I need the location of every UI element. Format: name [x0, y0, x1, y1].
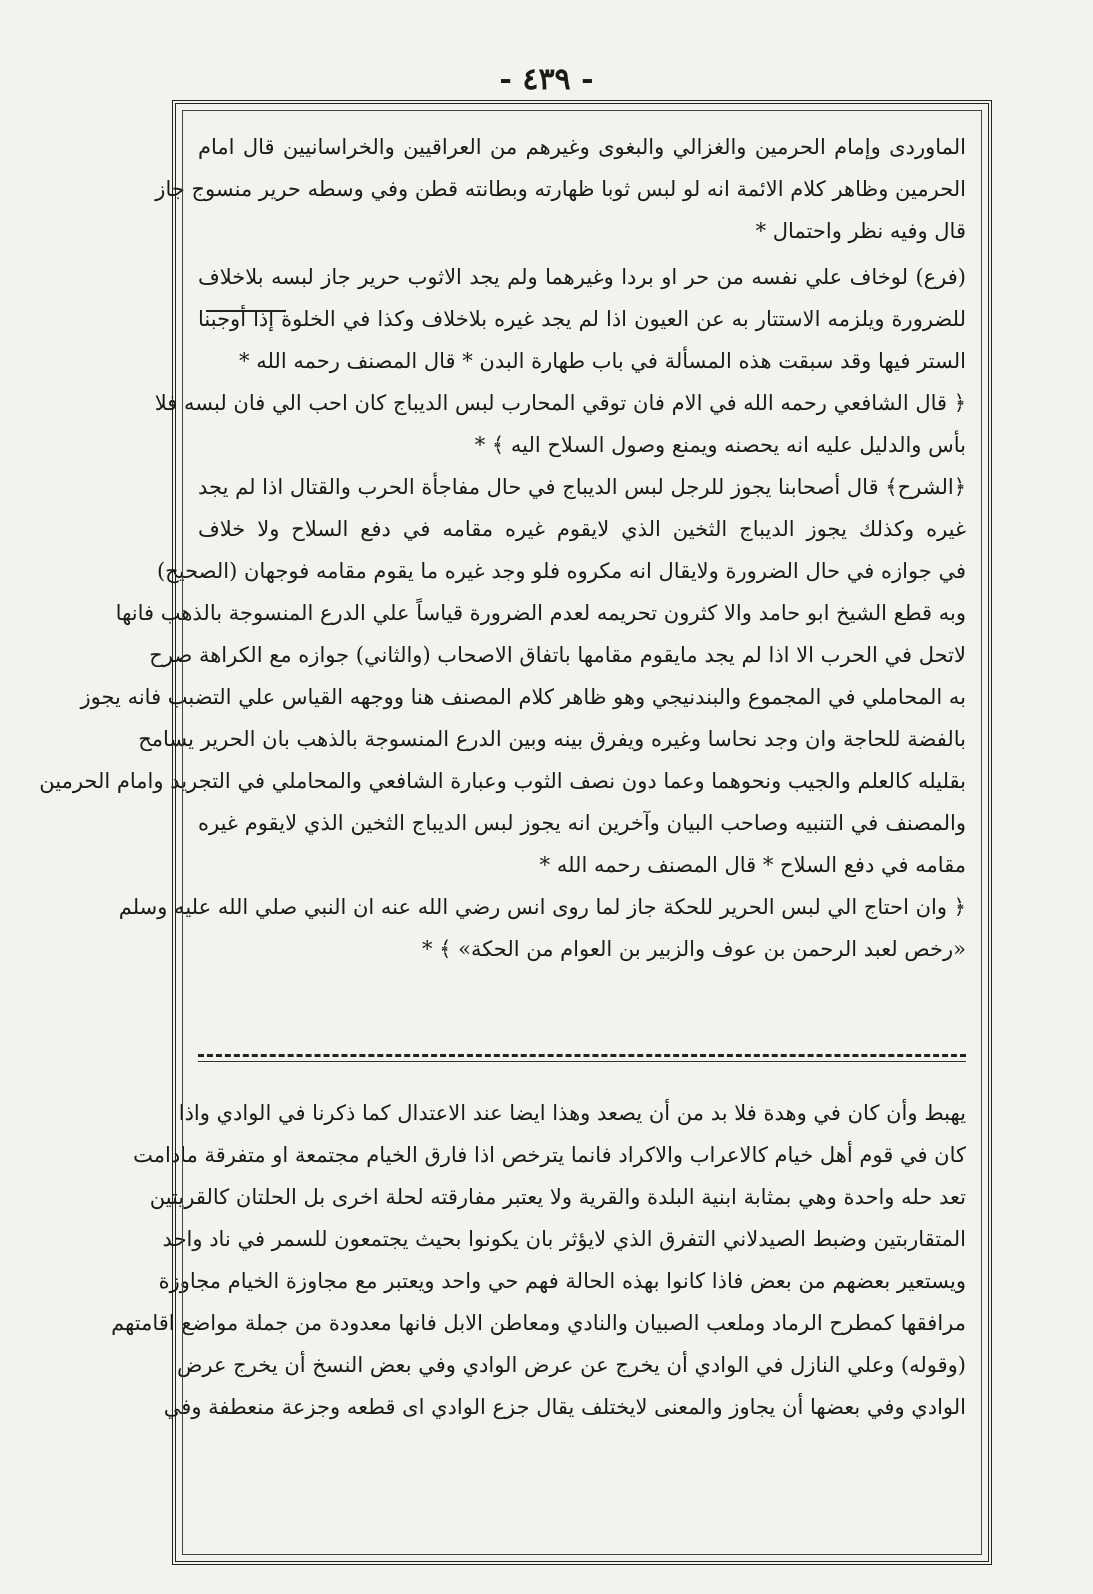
main-line: الماوردى وإمام الحرمين والغزالي والبغوى وغيرهم من العراقيين والخراسانيين قال امام	[198, 135, 966, 159]
main-line: ﴿ وان احتاج الي لبس الحرير للحكة جاز لما روى انس رضي الله عنه ان النبي صلي الله عليه وسلم	[118, 895, 966, 919]
footnote-line: يهبط وأن كان في وهدة فلا بد من أن يصعد وهذا ايضا عند الاعتدال كما ذكرنا في الوادي واذا	[178, 1101, 966, 1125]
main-line: بأس والدليل عليه انه يحصنه ويمنع وصول السلاح اليه ﴾ *	[474, 433, 966, 457]
main-line: لاتحل في الحرب الا اذا لم يجد مايقوم مقامها باتفاق الاصحاب (والثاني) جوازه مع الكراهة صرح	[149, 643, 966, 667]
footnote-text	[111, 1092, 966, 1428]
main-line: للضرورة ويلزمه الاستتار به عن العيون اذا لم يجد غيره بلاخلاف وكذا في الخلوة إذا أوجبنا	[198, 307, 966, 331]
main-line: ﴿ قال الشافعي رحمه الله في الام فان توقي المحارب لبس الديباج كان احب الي فان لبسه فلا	[154, 391, 966, 415]
main-line: «رخص لعبد الرحمن بن عوف والزبير بن العوام من الحكة» ﴾ *	[421, 937, 966, 961]
main-line: والمصنف في التنبيه وصاحب البيان وآخرين انه يجوز لبس الديباج الثخين الذي لايقوم غيره	[198, 811, 966, 835]
underline-mark	[206, 310, 286, 312]
main-line: في جوازه في حال الضرورة ولايقال انه مكروه فلو وجد غيره ما يقوم مقامه فوجهان (الصحيح)	[156, 559, 966, 583]
main-line: قال وفيه نظر واحتمال *	[755, 219, 966, 243]
main-line: الستر فيها وقد سبقت هذه المسألة في باب طهارة البدن * قال المصنف رحمه الله *	[239, 349, 966, 373]
footnote-line: ويستعير بعضهم من بعض فاذا كانوا بهذه الحالة فهم حي واحد ويعتبر مع مجاوزة الخيام مجاوزة	[158, 1269, 966, 1293]
page-number: - ٤٣٩ -	[499, 62, 594, 97]
main-line: بالفضة للحاجة وان وجد نحاسا وغيره ويفرق بينه وبين الدرع المنسوجة بالذهب بان الحرير يسامح	[138, 727, 966, 751]
main-line: غيره وكذلك يجوز الديباج الثخين الذي لايقوم غيره مقامه في دفع السلاح ولا خلاف	[198, 517, 966, 541]
footnote-line: المتقاربتين وضبط الصيدلاني التفرق الذي لايؤثر بان يكونوا بحيث يجتمعون للسمر في ناد واحد	[162, 1227, 966, 1251]
main-line: الحرمين وظاهر كلام الائمة انه لو لبس ثوبا ظهارته وبطانته قطن وفي وسطه حرير منسوج جاز	[155, 177, 966, 201]
page-frame	[39, 100, 992, 1565]
main-line: ﴿الشرح﴾ قال أصحابنا يجوز للرجل لبس الديباج في حال مفاجأة الحرب والقتال اذا لم يجد	[198, 475, 966, 499]
main-line: به المحاملي في المجموع والبندنيجي وهو ظاهر كلام المصنف هنا ووجهه القياس علي التضبب فانه يجوز	[80, 685, 966, 709]
footnote-line: تعد حله واحدة وهي بمثابة ابنية البلدة والقرية ولا يعتبر مفارقته لحلة اخرى بل الحلتان كالقريتين	[149, 1185, 966, 1209]
footnote-line: كان في قوم أهل خيام كالاعراب والاكراد فانما يترخص اذا فارق الخيام مجتمعة او متفرقة مادامت	[133, 1143, 966, 1167]
main-line: بقليله كالعلم والجيب ونحوهما وعما دون نصف الثوب وعبارة الشافعي والمحاملي في التجريد وامام الحرمين	[39, 769, 966, 793]
footnote-line: الوادي وفي بعضها أن يجاوز والمعنى لايختلف يقال جزع الوادي اى قطعه وجزعة منعطفة وفي	[163, 1395, 966, 1419]
main-line: وبه قطع الشيخ ابو حامد والا كثرون تحريمه لعدم الضرورة قياساً علي الدرع المنسوجة بالذهب فانها	[115, 601, 966, 625]
footnote-line: (وقوله) وعلي النازل في الوادي أن يخرج عن عرض الوادي وفي بعض النسخ أن يخرج عرض	[176, 1353, 966, 1377]
main-text	[39, 126, 966, 970]
main-line: (فرع) لوخاف علي نفسه من حر او بردا وغيرهما ولم يجد الاثوب حرير جاز لبسه بلاخلاف	[198, 265, 966, 289]
main-line: مقامه في دفع السلاح * قال المصنف رحمه الله *	[539, 853, 966, 877]
footnote-line: مرافقها كمطرح الرماد وملعب الصبيان والنادي ومعاطن الابل فانها معدودة من جملة مواضع اقامتهم	[111, 1311, 966, 1335]
footnote-divider	[198, 1054, 966, 1057]
